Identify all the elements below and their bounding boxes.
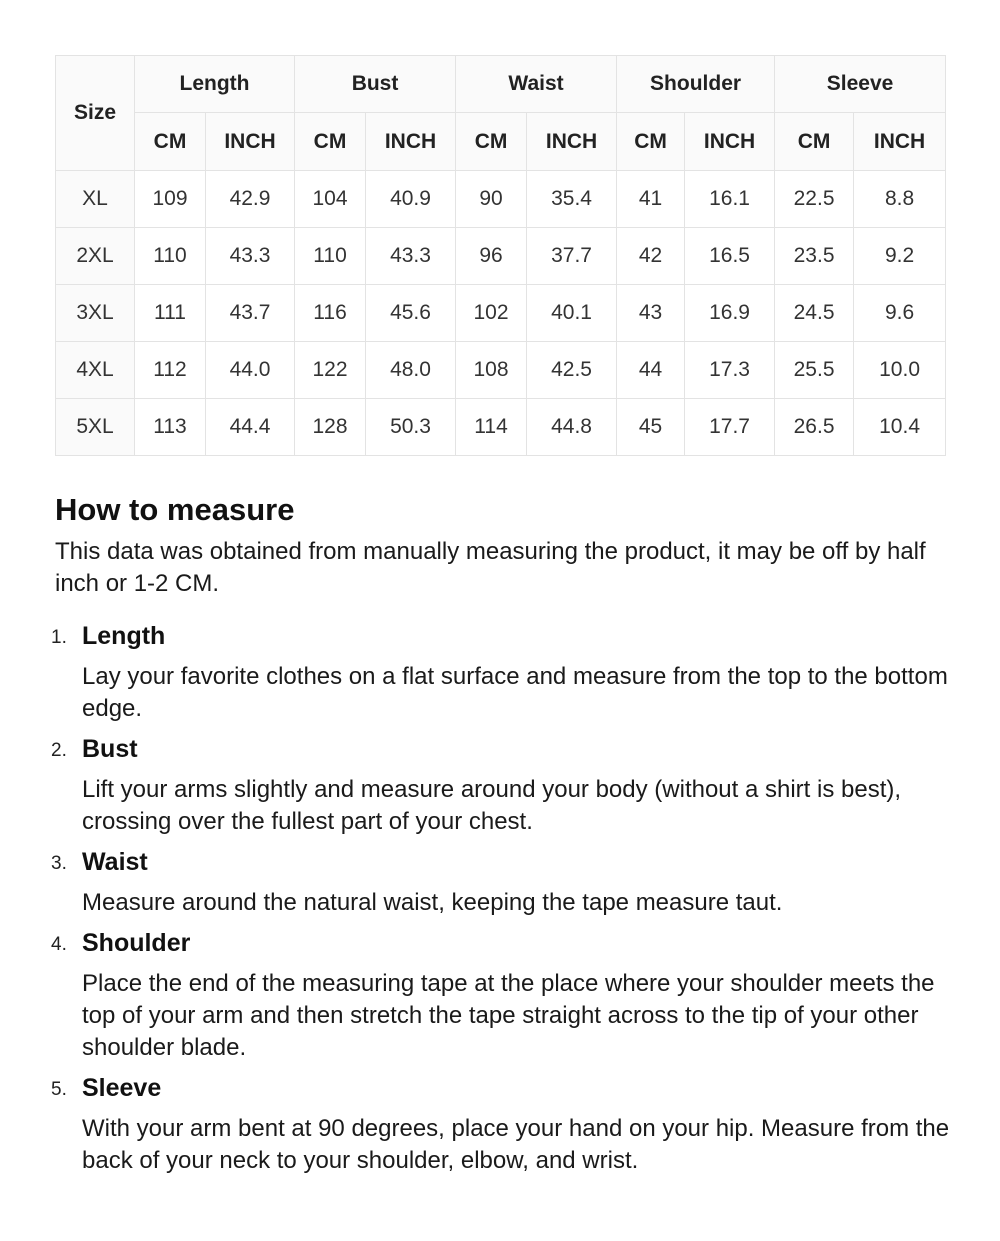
step-description: Lift your arms slightly and measure around your body (without a shirt is best), crossing over the fullest part of your chest. [82, 776, 902, 835]
table-row [56, 228, 946, 285]
table-cell: 35.4 [527, 171, 617, 228]
table-cell: 45 [617, 399, 685, 456]
table-cell: 42.5 [527, 342, 617, 399]
unit-header: CM [456, 113, 527, 171]
table-cell: 43.7 [206, 285, 295, 342]
table-cell: 114 [456, 399, 527, 456]
table-cell: 17.7 [685, 399, 775, 456]
group-header-sleeve: Sleeve [775, 56, 946, 113]
step-number: 2. [51, 740, 67, 761]
measure-step-shoulder [51, 927, 955, 1064]
table-cell: 10.0 [854, 342, 946, 399]
table-cell: 42.9 [206, 171, 295, 228]
table-cell: 40.9 [366, 171, 456, 228]
step-number: 3. [51, 853, 67, 874]
unit-header: INCH [685, 113, 775, 171]
table-cell: 90 [456, 171, 527, 228]
table-cell: 96 [456, 228, 527, 285]
table-cell: 24.5 [775, 285, 854, 342]
step-description: With your arm bent at 90 degrees, place your hand on your hip. Measure from the back of your neck to your shoulder, elbow, and wrist. [82, 1115, 950, 1174]
table-cell: 43.3 [206, 228, 295, 285]
table-row [56, 285, 946, 342]
unit-header: CM [775, 113, 854, 171]
table-cell: 9.2 [854, 228, 946, 285]
table-cell: 112 [135, 342, 206, 399]
table-cell: 110 [135, 228, 206, 285]
section-title: How to measure [55, 492, 295, 527]
table-cell: 37.7 [527, 228, 617, 285]
step-title: Sleeve [82, 1074, 162, 1102]
step-title: Length [82, 622, 166, 650]
table-cell: 110 [295, 228, 366, 285]
table-cell: 109 [135, 171, 206, 228]
unit-header: CM [617, 113, 685, 171]
table-cell: 122 [295, 342, 366, 399]
table-cell: 43.3 [366, 228, 456, 285]
size-cell: 4XL [56, 342, 135, 399]
table-cell: 25.5 [775, 342, 854, 399]
table-cell: 111 [135, 285, 206, 342]
table-cell: 44.8 [527, 399, 617, 456]
step-number: 5. [51, 1079, 67, 1100]
table-group-header-row [56, 56, 946, 113]
table-row [56, 342, 946, 399]
table-cell: 44 [617, 342, 685, 399]
step-title: Bust [82, 735, 138, 763]
table-unit-header-row [56, 113, 946, 171]
table-cell: 9.6 [854, 285, 946, 342]
table-cell: 48.0 [366, 342, 456, 399]
size-chart-table [55, 55, 946, 456]
unit-header: INCH [854, 113, 946, 171]
step-description: Lay your favorite clothes on a flat surface and measure from the top to the bottom edge. [82, 663, 948, 722]
measure-step-sleeve [51, 1072, 955, 1177]
unit-header: INCH [206, 113, 295, 171]
step-title: Shoulder [82, 929, 191, 957]
table-cell: 45.6 [366, 285, 456, 342]
table-cell: 113 [135, 399, 206, 456]
measure-steps-list [51, 620, 955, 1177]
unit-header: CM [295, 113, 366, 171]
table-cell: 104 [295, 171, 366, 228]
size-cell: XL [56, 171, 135, 228]
size-cell: 3XL [56, 285, 135, 342]
step-description: Place the end of the measuring tape at the place where your shoulder meets the top of your arm and then stretch the tape straight across to the tip of your other shoulder blade. [82, 970, 935, 1061]
step-number: 4. [51, 934, 67, 955]
table-row [56, 399, 946, 456]
table-cell: 16.1 [685, 171, 775, 228]
table-cell: 16.5 [685, 228, 775, 285]
size-cell: 5XL [56, 399, 135, 456]
size-cell: 2XL [56, 228, 135, 285]
group-header-waist: Waist [456, 56, 617, 113]
table-cell: 10.4 [854, 399, 946, 456]
intro-text: This data was obtained from manually measuring the product, it may be off by half inch or 1-2 CM. [55, 538, 926, 597]
table-cell: 43 [617, 285, 685, 342]
table-cell: 44.0 [206, 342, 295, 399]
how-to-measure-section [51, 490, 955, 1185]
measure-step-bust [51, 733, 955, 838]
table-cell: 22.5 [775, 171, 854, 228]
table-cell: 40.1 [527, 285, 617, 342]
group-header-bust: Bust [295, 56, 456, 113]
table-row [56, 171, 946, 228]
size-column-header: Size [56, 56, 135, 171]
table-cell: 17.3 [685, 342, 775, 399]
table-cell: 128 [295, 399, 366, 456]
table-cell: 8.8 [854, 171, 946, 228]
measure-step-length [51, 620, 955, 725]
step-title: Waist [82, 848, 148, 876]
table-cell: 41 [617, 171, 685, 228]
unit-header: INCH [366, 113, 456, 171]
table-cell: 23.5 [775, 228, 854, 285]
table-cell: 16.9 [685, 285, 775, 342]
unit-header: INCH [527, 113, 617, 171]
group-header-shoulder: Shoulder [617, 56, 775, 113]
step-number: 1. [51, 627, 67, 648]
table-cell: 26.5 [775, 399, 854, 456]
group-header-length: Length [135, 56, 295, 113]
measure-step-waist [51, 846, 955, 919]
table-cell: 44.4 [206, 399, 295, 456]
table-cell: 116 [295, 285, 366, 342]
table-cell: 42 [617, 228, 685, 285]
table-cell: 108 [456, 342, 527, 399]
unit-header: CM [135, 113, 206, 171]
step-description: Measure around the natural waist, keeping the tape measure taut. [82, 889, 783, 916]
table-cell: 50.3 [366, 399, 456, 456]
table-cell: 102 [456, 285, 527, 342]
